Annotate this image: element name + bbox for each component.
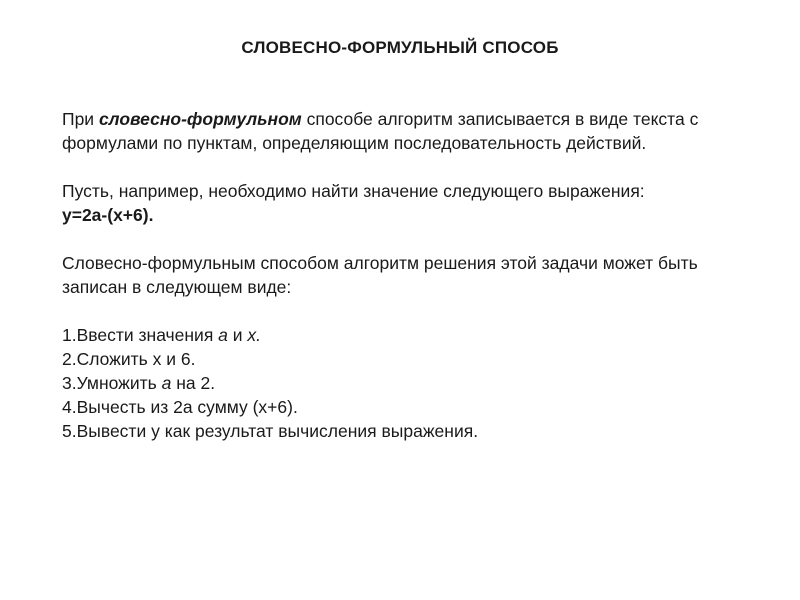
spacer bbox=[62, 299, 752, 323]
intro-emphasis: словесно-формульном bbox=[98, 109, 302, 129]
intro-prefix: При bbox=[62, 109, 99, 129]
spacer bbox=[62, 155, 752, 179]
formula: y=2a-(x+6). bbox=[62, 205, 154, 225]
spacer bbox=[62, 227, 752, 251]
slide-content bbox=[62, 107, 752, 443]
step-1-text: 1.Ввести значения bbox=[62, 325, 219, 345]
step-3 bbox=[62, 371, 752, 395]
step-5: 5.Вывести y как результат вычисления выражения. bbox=[62, 421, 479, 441]
step-3-tail: на 2. bbox=[171, 373, 216, 393]
step-1 bbox=[62, 323, 752, 347]
step-3-var-a: a bbox=[161, 373, 172, 393]
step-1-var-a: а bbox=[218, 325, 228, 345]
step-4: 4.Вычесть из 2a сумму (х+6). bbox=[62, 397, 298, 417]
steps-list bbox=[62, 323, 752, 443]
page-title: СЛОВЕСНО-ФОРМУЛЬНЫЙ СПОСОБ bbox=[241, 38, 559, 57]
step-1-var-x: х. bbox=[247, 325, 262, 345]
intro-suffix: способе алгоритм записывается в виде текста с формулами по пунктам, определяющим последовательность действий. bbox=[62, 109, 699, 153]
example-paragraph: Пусть, например, необходимо найти значение следующего выражения: bbox=[62, 181, 645, 201]
method-paragraph: Словесно-формульным способом алгоритм решения этой задачи может быть записан в следующем виде: bbox=[62, 253, 698, 297]
step-1-conj: и bbox=[227, 325, 248, 345]
intro-paragraph bbox=[62, 107, 752, 155]
step-3-text: 3.Умножить bbox=[62, 373, 162, 393]
step-2: 2.Сложить х и 6. bbox=[62, 349, 196, 369]
